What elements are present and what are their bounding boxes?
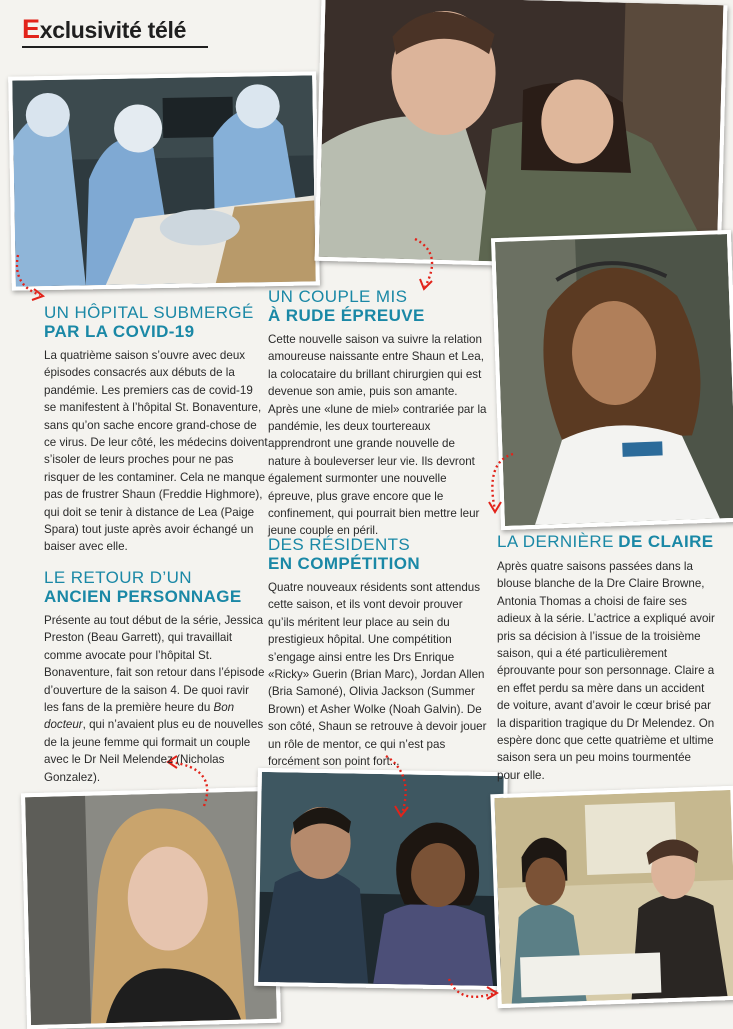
section-couple-heading	[268, 287, 488, 325]
section-couple-body: Cette nouvelle saison va suivre la relation amoureuse naissante entre Shaun et Lea, la colocataire du brillant chirurgien qui est devenue son amie, puis son amante. Après une «lune de miel» contrariée par la pandémie, les deux tourtereaux apprendront une grande nouvelle de nature à bouleverser leur vie. Ils devront également surmonter une nouvelle épreuve, plus grave encore que le confinement, qui pourrait bien mettre leur jeune couple en péril.	[268, 333, 487, 538]
section-claire	[497, 532, 715, 784]
dotted-arrow-3	[485, 450, 525, 520]
section-residents-body: Quatre nouveaux résidents sont attendus cette saison, et ils vont devoir prouver qu’ils méritent leur place au sein du prestigieux hôpital. Une compétition s’engage ainsi entre les Drs Enrique «Ricky» Guerin (Brian Marc), Jordan Allen (Bria Samoné), Olivia Jackson (Summer Brown) et Asher Wolke (Noah Galvin). De son côté, Shaun se retrouve à devoir jouer un rôle de mentor, ce qui n’est pas forcément son point fort...	[268, 581, 487, 769]
dotted-arrow-1	[10, 250, 50, 310]
section-retour-body-part2: , qui n’avaient plus eu de nouvelles de la jeune femme qui formait un couple avec le Dr Neil Melendez (Nicholas Gonzalez).	[44, 718, 264, 784]
section-hopital-heading-bold: PAR LA COVID-19	[44, 322, 195, 341]
photo-surgeons-covid	[8, 71, 320, 290]
section-retour-body-italic: Bon docteur	[44, 701, 235, 732]
section-hopital-body: La quatrième saison s’ouvre avec deux épisodes consacrés aux débuts de la pandémie. Les premiers cas de covid-19 se manifestent à l’hôpital St. Bonaventure, sans qu’on sache encore grand-chose de ce virus. De leur côté, les médecins doivent s’isoler de leurs proches pour ne pas risquer de les contaminer. Cela ne manque pas de frustrer Shaun (Freddie Highmore), qui doit se tenir à distance de Lea (Paige Spara) tout juste après avoir échangé un baiser avec elle.	[44, 349, 268, 554]
section-retour-heading-bold: ANCIEN PERSONNAGE	[44, 587, 242, 606]
dotted-arrow-6	[445, 975, 505, 1015]
page-title-initial: E	[22, 14, 40, 44]
section-residents-heading-bold: EN COMPÉTITION	[268, 554, 420, 573]
page-header	[22, 14, 210, 48]
dotted-arrow-2	[405, 235, 445, 295]
photo-jessica-preston	[21, 787, 281, 1029]
section-residents-heading-light: DES RÉSIDENTS	[268, 535, 411, 554]
section-couple	[268, 287, 488, 540]
section-residents	[268, 535, 490, 770]
section-couple-heading-light: UN COUPLE MIS	[268, 287, 408, 306]
section-claire-heading-light: LA DERNIÈRE	[497, 532, 614, 551]
photo-couple	[315, 0, 728, 271]
section-hopital-covid	[44, 303, 268, 556]
section-retour-body-part1: Présente au tout début de la série, Jessica Preston (Beau Garrett), qui travaillait comme avocate pour l’hôpital St. Bonaventure, fait son retour dans l’épisode d’ouverture de la saison 4. De quoi ravir les fans de la première heure du	[44, 614, 265, 715]
photo-claire-colleague	[490, 786, 733, 1008]
section-retour-heading	[44, 568, 266, 606]
header-rule	[22, 46, 208, 48]
section-residents-heading	[268, 535, 490, 573]
page-title-rest: xclusivité télé	[39, 17, 187, 43]
section-hopital-heading	[44, 303, 268, 341]
section-retour-heading-light: LE RETOUR D’UN	[44, 568, 192, 587]
section-claire-heading	[497, 532, 715, 552]
photo-claire	[491, 230, 733, 530]
section-claire-body: Après quatre saisons passées dans la blouse blanche de la Dre Claire Browne, Antonia Thomas a choisi de faire ses adieux à la série. L’actrice a expliqué avoir pris sa décision à l’issue de la troisième saison, qui a été particulièrement éprouvante pour son personnage. Claire a en effet perdu sa mère dans un accident de voiture, avant d’avoir le cœur brisé par la disparition tragique du Dr Melendez. On espère donc que cette quatrième et ultime saison sera un peu moins tourmentée pour elle.	[497, 560, 715, 782]
section-hopital-heading-light: UN HÔPITAL SUBMERGÉ	[44, 303, 254, 322]
section-couple-heading-bold: À RUDE ÉPREUVE	[268, 306, 425, 325]
section-claire-heading-bold: DE CLAIRE	[618, 532, 714, 551]
section-retour-body	[44, 612, 266, 786]
section-retour-personnage	[44, 568, 266, 786]
page-title	[22, 14, 210, 45]
